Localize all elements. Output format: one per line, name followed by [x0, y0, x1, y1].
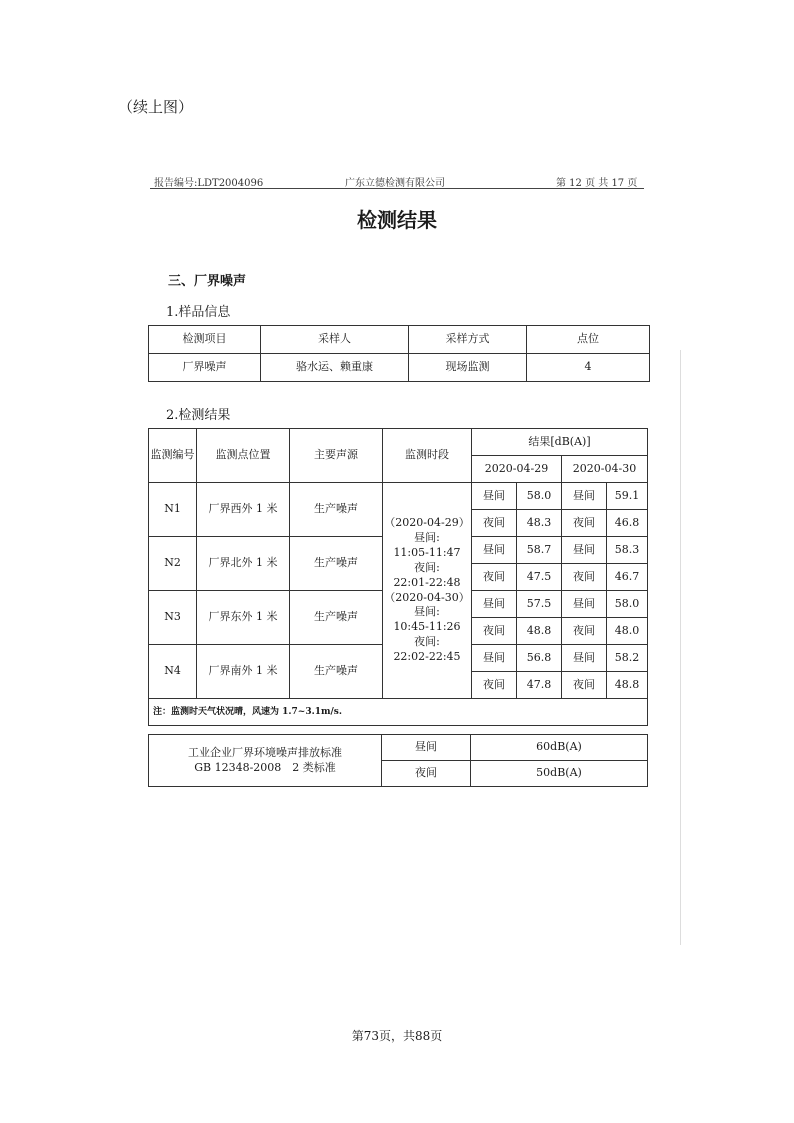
value-cell: 47.8 — [517, 672, 562, 699]
value-cell: 58.7 — [517, 537, 562, 564]
report-page-number: 第 12 页 共 17 页 — [556, 178, 638, 189]
header-source: 主要声源 — [290, 429, 383, 483]
table-cell: 厂界噪声 — [149, 354, 261, 382]
value-cell: 48.8 — [607, 672, 648, 699]
night-label: 夜间 — [472, 510, 517, 537]
results-table — [148, 428, 648, 726]
standard-night-limit: 50dB(A) — [471, 761, 648, 787]
row-code: N3 — [149, 591, 197, 645]
header-cell: 检测项目 — [149, 326, 261, 354]
table-row — [149, 354, 650, 382]
value-cell: 48.0 — [607, 618, 648, 645]
row-source: 生产噪声 — [290, 483, 383, 537]
period-day-time-1: 11:05-11:47 — [393, 545, 461, 559]
header-result: 结果[dB(A)] — [472, 429, 648, 456]
value-cell: 48.3 — [517, 510, 562, 537]
day-label: 昼间 — [562, 645, 607, 672]
header-location: 监测点位置 — [197, 429, 290, 483]
page-title: 检测结果 — [357, 208, 437, 232]
value-cell: 56.8 — [517, 645, 562, 672]
header-cell: 采样人 — [261, 326, 409, 354]
row-source: 生产噪声 — [290, 645, 383, 699]
value-cell: 58.3 — [607, 537, 648, 564]
night-label: 夜间 — [472, 564, 517, 591]
weather-note: 注：监测时天气状况晴，风速为 1.7~3.1m/s. — [149, 699, 648, 726]
standard-day-label: 昼间 — [382, 735, 471, 761]
row-location: 厂界东外 1 米 — [197, 591, 290, 645]
value-cell: 48.8 — [517, 618, 562, 645]
day-label: 昼间 — [472, 537, 517, 564]
day-label: 昼间 — [472, 645, 517, 672]
period-day-label-2: 昼间: — [414, 605, 440, 619]
day-label: 昼间 — [562, 483, 607, 510]
period-day-time-2: 10:45-11:26 — [393, 620, 461, 634]
value-cell: 46.8 — [607, 510, 648, 537]
row-location: 厂界北外 1 米 — [197, 537, 290, 591]
night-label: 夜间 — [472, 618, 517, 645]
period-night-label-2: 夜间: — [414, 635, 440, 649]
row-location: 厂界南外 1 米 — [197, 645, 290, 699]
day-label: 昼间 — [562, 591, 607, 618]
table-row — [149, 699, 648, 726]
table-cell: 骆水运、赖重康 — [261, 354, 409, 382]
period-day-label-1: 昼间: — [414, 531, 440, 545]
night-label: 夜间 — [562, 564, 607, 591]
header-period: 监测时段 — [383, 429, 472, 483]
standard-name — [149, 735, 382, 787]
scan-edge-line — [680, 350, 681, 945]
section-title: 三、厂界噪声 — [168, 274, 247, 289]
night-label: 夜间 — [562, 510, 607, 537]
row-code: N2 — [149, 537, 197, 591]
row-source: 生产噪声 — [290, 591, 383, 645]
table-row — [149, 735, 648, 761]
value-cell: 58.2 — [607, 645, 648, 672]
row-code: N1 — [149, 483, 197, 537]
value-cell: 58.0 — [607, 591, 648, 618]
row-source: 生产噪声 — [290, 537, 383, 591]
table-cell: 4 — [527, 354, 650, 382]
standard-table — [148, 734, 648, 787]
day-label: 昼间 — [562, 537, 607, 564]
company-name: 广东立德检测有限公司 — [345, 178, 445, 189]
header-rule — [150, 188, 644, 189]
standard-night-label: 夜间 — [382, 761, 471, 787]
header-date-1: 2020-04-29 — [472, 456, 562, 483]
period-date-1: （2020-04-29） — [384, 516, 470, 530]
night-label: 夜间 — [562, 618, 607, 645]
value-cell: 57.5 — [517, 591, 562, 618]
row-location: 厂界西外 1 米 — [197, 483, 290, 537]
value-cell: 59.1 — [607, 483, 648, 510]
header-cell: 采样方式 — [409, 326, 527, 354]
value-cell: 47.5 — [517, 564, 562, 591]
night-label: 夜间 — [562, 672, 607, 699]
header-date-2: 2020-04-30 — [562, 456, 648, 483]
period-night-time-2: 22:02-22:45 — [393, 649, 461, 663]
day-label: 昼间 — [472, 591, 517, 618]
period-night-label-1: 夜间: — [414, 560, 440, 574]
table-header-row — [149, 429, 648, 456]
standard-code: GB 12348-2008 2 类标准 — [194, 760, 336, 774]
results-heading: 2.检测结果 — [166, 408, 231, 423]
row-code: N4 — [149, 645, 197, 699]
report-number: 报告编号:LDT2004096 — [154, 178, 264, 189]
day-label: 昼间 — [472, 483, 517, 510]
period-night-time-1: 22:01-22:48 — [393, 575, 461, 589]
table-header-row — [149, 326, 650, 354]
night-label: 夜间 — [472, 672, 517, 699]
standard-day-limit: 60dB(A) — [471, 735, 648, 761]
value-cell: 58.0 — [517, 483, 562, 510]
sample-info-heading: 1.样品信息 — [166, 305, 231, 320]
table-row — [149, 483, 648, 510]
sample-info-table — [148, 325, 650, 382]
header-cell: 点位 — [527, 326, 650, 354]
continued-label: （续上图） — [118, 98, 194, 116]
table-cell: 现场监测 — [409, 354, 527, 382]
footer-page-number: 第73页，共88页 — [351, 1029, 443, 1043]
period-cell — [383, 483, 472, 699]
value-cell: 46.7 — [607, 564, 648, 591]
period-date-2: （2020-04-30） — [384, 590, 470, 604]
standard-name-line1: 工业企业厂界环境噪声排放标准 — [188, 745, 342, 759]
header-code: 监测编号 — [149, 429, 197, 483]
